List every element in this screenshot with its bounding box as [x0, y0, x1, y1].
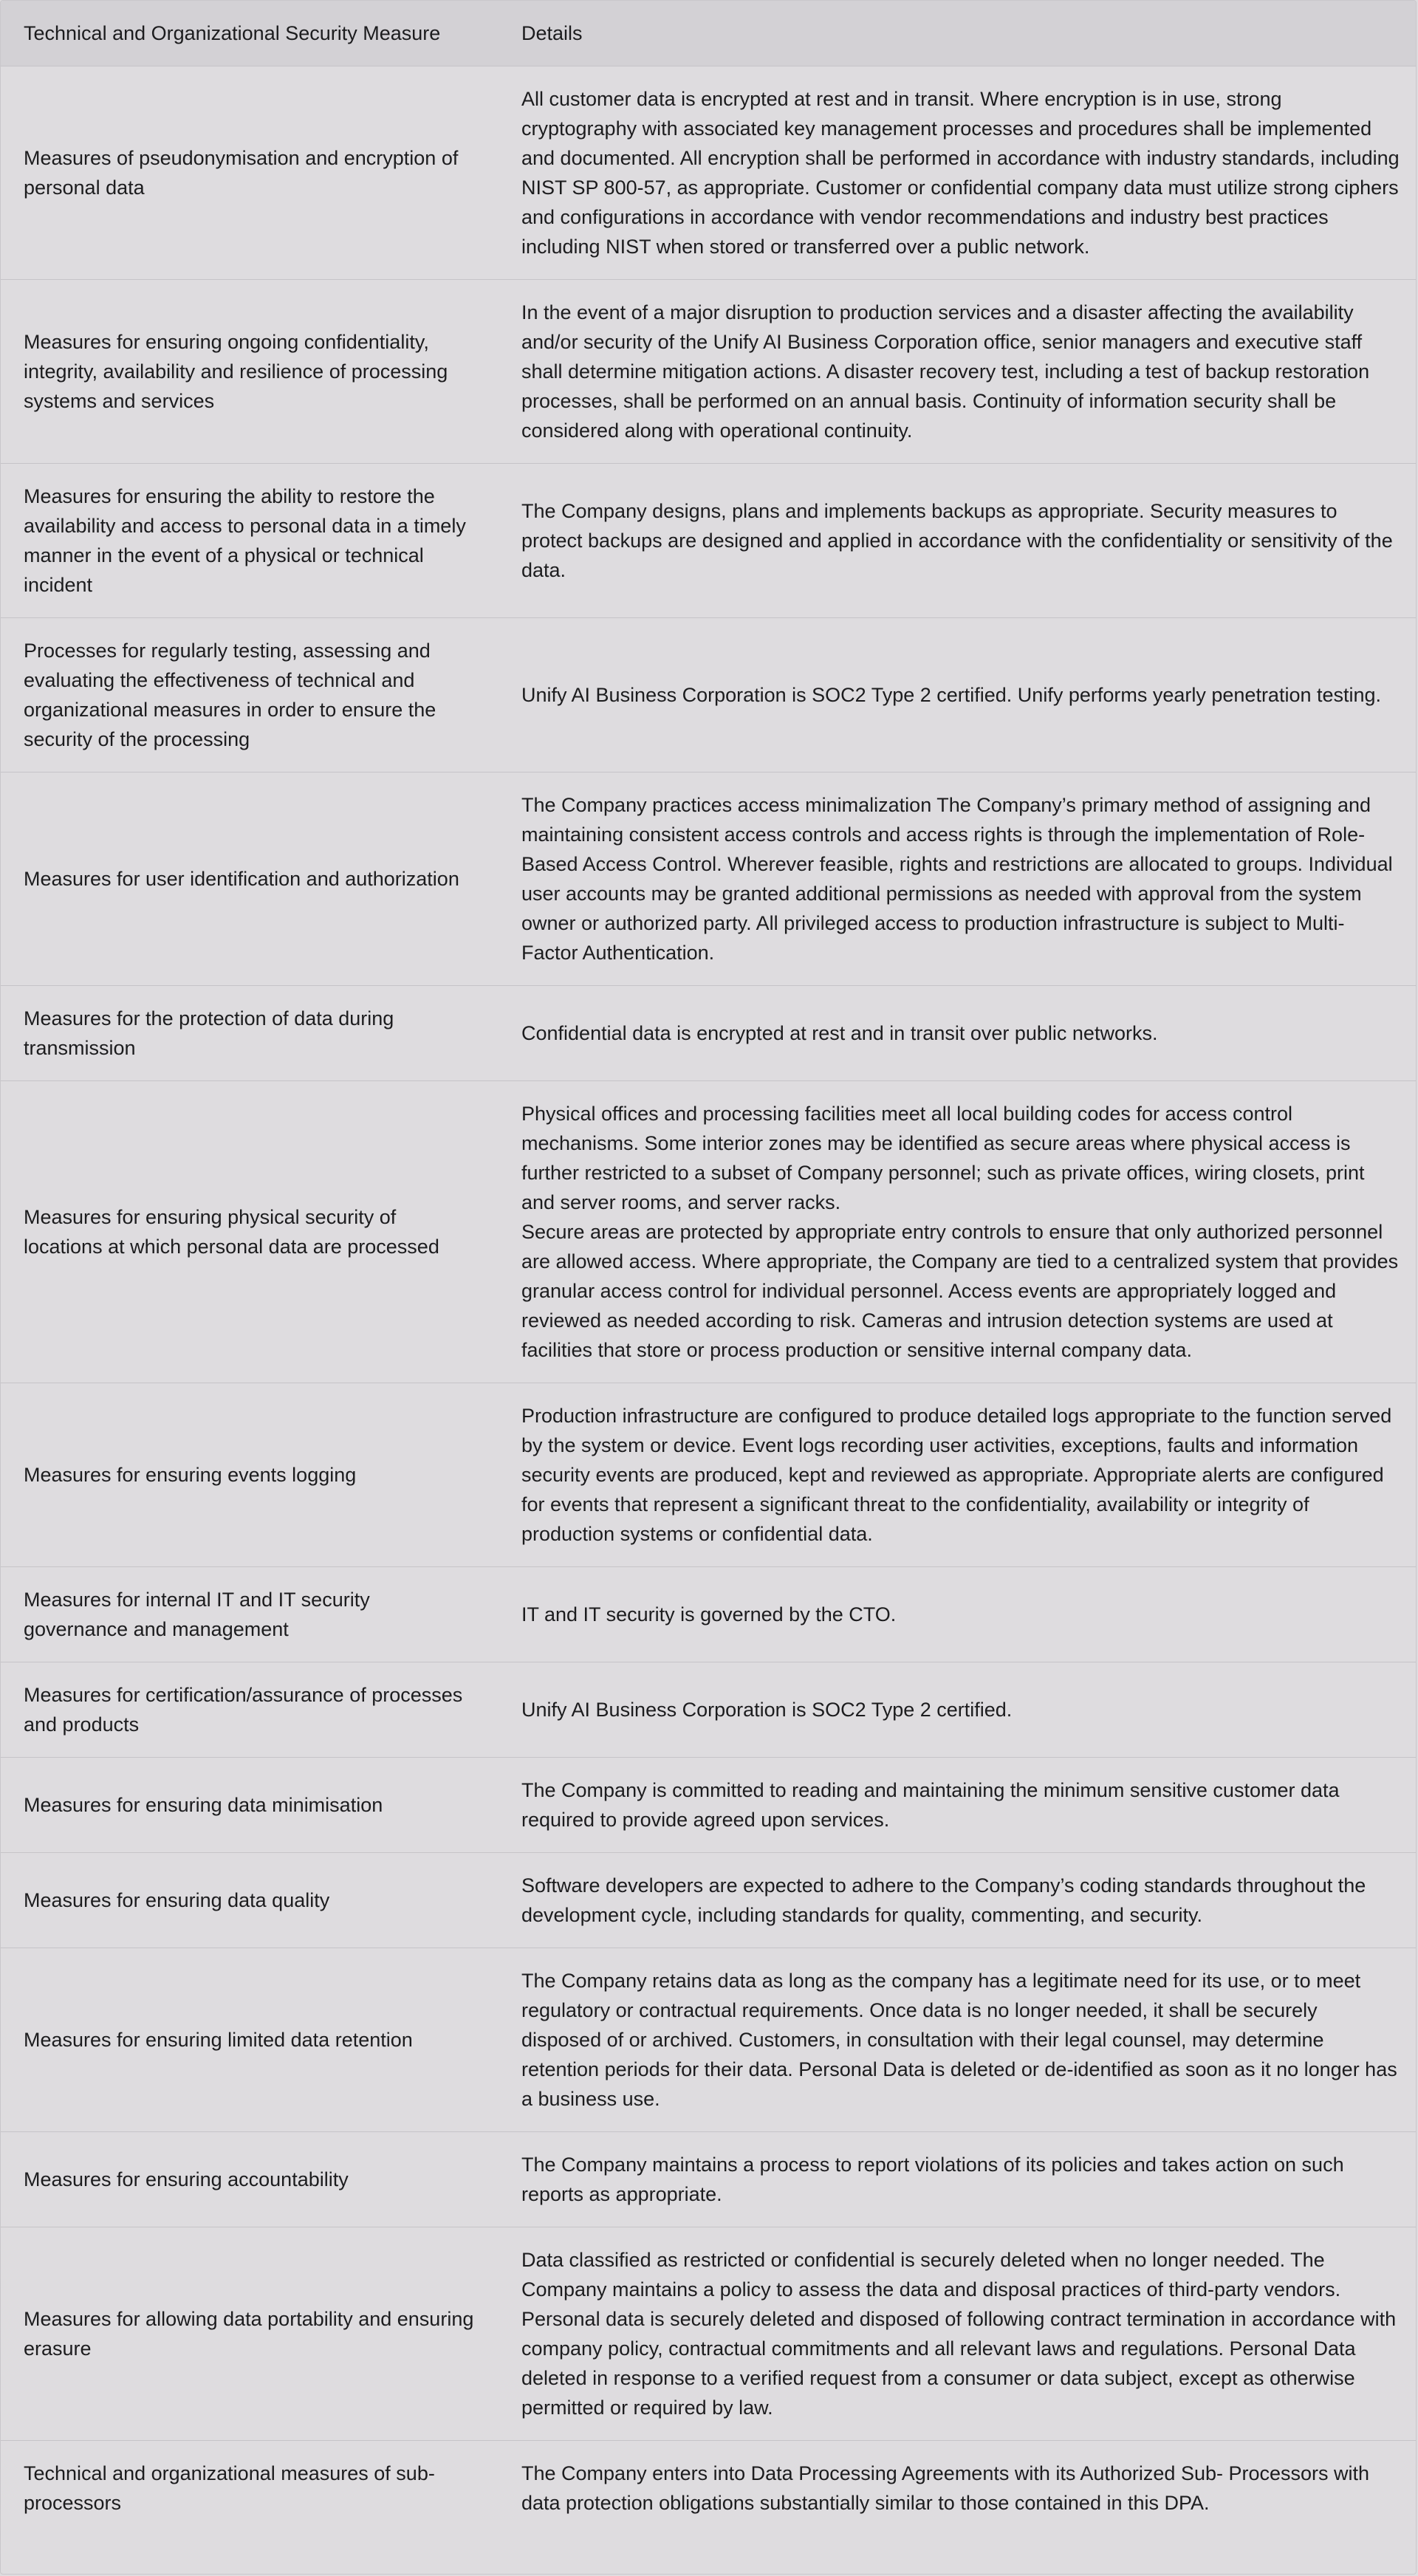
details-cell: The Company maintains a process to report violations of its policies and takes action on such reports as appropriate. [499, 2132, 1416, 2227]
details-cell: IT and IT security is governed by the CTO. [499, 1567, 1416, 1662]
measure-cell: Measures for ensuring physical security of locations at which personal data are processed [1, 1081, 499, 1383]
table-row [1, 2132, 1416, 2227]
table-row [1, 1081, 1416, 1383]
details-cell: Unify AI Business Corporation is SOC2 Type 2 certified. Unify performs yearly penetration testing. [499, 618, 1416, 773]
measure-cell: Measures for internal IT and IT security governance and management [1, 1567, 499, 1662]
details-cell: Confidential data is encrypted at rest and in transit over public networks. [499, 986, 1416, 1081]
column-header-details: Details [499, 1, 1416, 66]
measure-cell: Measures for ensuring data minimisation [1, 1758, 499, 1853]
measure-cell: Measures for ensuring limited data retention [1, 1948, 499, 2132]
measure-cell: Processes for regularly testing, assessing and evaluating the effectiveness of technical and organizational measures in order to ensure the security of the processing [1, 618, 499, 773]
measure-cell: Measures of pseudonymisation and encryption of personal data [1, 66, 499, 280]
details-cell: Software developers are expected to adhere to the Company’s coding standards throughout the development cycle, including standards for quality, commenting, and security. [499, 1853, 1416, 1948]
measure-cell: Technical and organizational measures of sub-processors [24, 2462, 435, 2514]
measure-cell: Measures for ensuring data quality [1, 1853, 499, 1948]
table-row [1, 280, 1416, 464]
table-row [1, 1567, 1416, 1662]
table-row [1, 1948, 1416, 2132]
table-row [1, 773, 1416, 986]
table-row [1, 66, 1416, 280]
table-row [1, 1853, 1416, 1948]
table-row [1, 1383, 1416, 1567]
table-row [1, 1758, 1416, 1853]
measure-cell: Measures for ensuring accountability [1, 2132, 499, 2227]
table-header [1, 1, 1416, 66]
table-row [1, 464, 1416, 618]
details-cell: All customer data is encrypted at rest and in transit. Where encryption is in use, strong cryptography with associated key management processes and procedures shall be implemented and documented. All encryption shall be performed in accordance with industry standards, including NIST SP 800-57, as appropriate. Customer or confidential company data must utilize strong ciphers and configurations in accordance with vendor recommendations and industry best practices including NIST when stored or transferred over a public network. [499, 66, 1416, 280]
measure-cell: Measures for ensuring events logging [1, 1383, 499, 1567]
column-header-measure: Technical and Organizational Security Measure [1, 1, 499, 66]
table-row [1, 1662, 1416, 1758]
table-row [1, 2227, 1416, 2441]
details-cell: Data classified as restricted or confidential is securely deleted when no longer needed. The Company maintains a policy to assess the data and disposal practices of third-party vendors. Personal data is securely deleted and disposed of following contract termination in accordance with company policy, contractual commitments and all relevant laws and regulations. Personal Data deleted in response to a verified request from a consumer or data subject, except as otherwise permitted or required by law. [499, 2227, 1416, 2441]
table-row [1, 986, 1416, 1081]
details-cell: Production infrastructure are configured to produce detailed logs appropriate to the function served by the system or device. Event logs recording user activities, exceptions, faults and information security events are produced, kept and reviewed as appropriate. Appropriate alerts are configured for events that represent a significant threat to the confidentiality, availability or integrity of production systems or confidential data. [499, 1383, 1416, 1567]
details-cell: The Company retains data as long as the company has a legitimate need for its use, or to meet regulatory or contractual requirements. Once data is no longer needed, it shall be securely disposed of or archived. Customers, in consultation with their legal counsel, may determine retention periods for their data. Personal Data is deleted or de-identified as soon as it no longer has a business use. [499, 1948, 1416, 2132]
details-cell: The Company designs, plans and implements backups as appropriate. Security measures to protect backups are designed and applied in accordance with the confidentiality or sensitivity of the data. [499, 464, 1416, 618]
table-row [1, 2441, 1416, 2536]
measure-cell: Measures for ensuring ongoing confidentiality, integrity, availability and resilience of processing systems and services [1, 280, 499, 464]
details-cell: The Company enters into Data Processing Agreements with its Authorized Sub- Processors with data protection obligations substantially similar to those contained in this DPA. [521, 2462, 1370, 2514]
measure-cell: Measures for ensuring the ability to restore the availability and access to personal data in a timely manner in the event of a physical or technical incident [1, 464, 499, 618]
details-cell: The Company practices access minimalization The Company’s primary method of assigning and maintaining consistent access controls and access rights is through the implementation of Role-Based Access Control. Wherever feasible, rights and restrictions are allocated to groups. Individual user accounts may be granted additional permissions as needed with approval from the system owner or authorized party. All privileged access to production infrastructure is subject to Multi-Factor Authentication. [499, 773, 1416, 986]
measure-cell: Measures for the protection of data during transmission [1, 986, 499, 1081]
table-body [1, 66, 1416, 2536]
measure-cell: Measures for user identification and authorization [1, 773, 499, 986]
measures-table [1, 1, 1416, 2535]
measure-cell: Measures for allowing data portability and ensuring erasure [1, 2227, 499, 2441]
table-row [1, 618, 1416, 773]
details-cell: The Company is committed to reading and maintaining the minimum sensitive customer data required to provide agreed upon services. [499, 1758, 1416, 1853]
details-cell: Physical offices and processing facilities meet all local building codes for access control mechanisms. Some interior zones may be identified as secure areas where physical access is further restricted to a subset of Company personnel; such as private offices, wiring closets, print and server rooms, and server racks. Secure areas are protected by appropriate entry controls to ensure that only authorized personnel are allowed access. Where appropriate, the Company are tied to a centralized system that provides granular access control for individual personnel. Access events are appropriately logged and reviewed as needed according to risk. Cameras and intrusion detection systems are used at facilities that store or process production or sensitive internal company data. [499, 1081, 1416, 1383]
measure-cell: Measures for certification/assurance of processes and products [1, 1662, 499, 1758]
details-cell: In the event of a major disruption to production services and a disaster affecting the availability and/or security of the Unify AI Business Corporation office, senior managers and executive staff shall determine mitigation actions. A disaster recovery test, including a test of backup restoration processes, shall be performed on an annual basis. Continuity of information security shall be considered along with operational continuity. [499, 280, 1416, 464]
header-row [1, 1, 1416, 66]
details-cell: Unify AI Business Corporation is SOC2 Type 2 certified. [499, 1662, 1416, 1758]
